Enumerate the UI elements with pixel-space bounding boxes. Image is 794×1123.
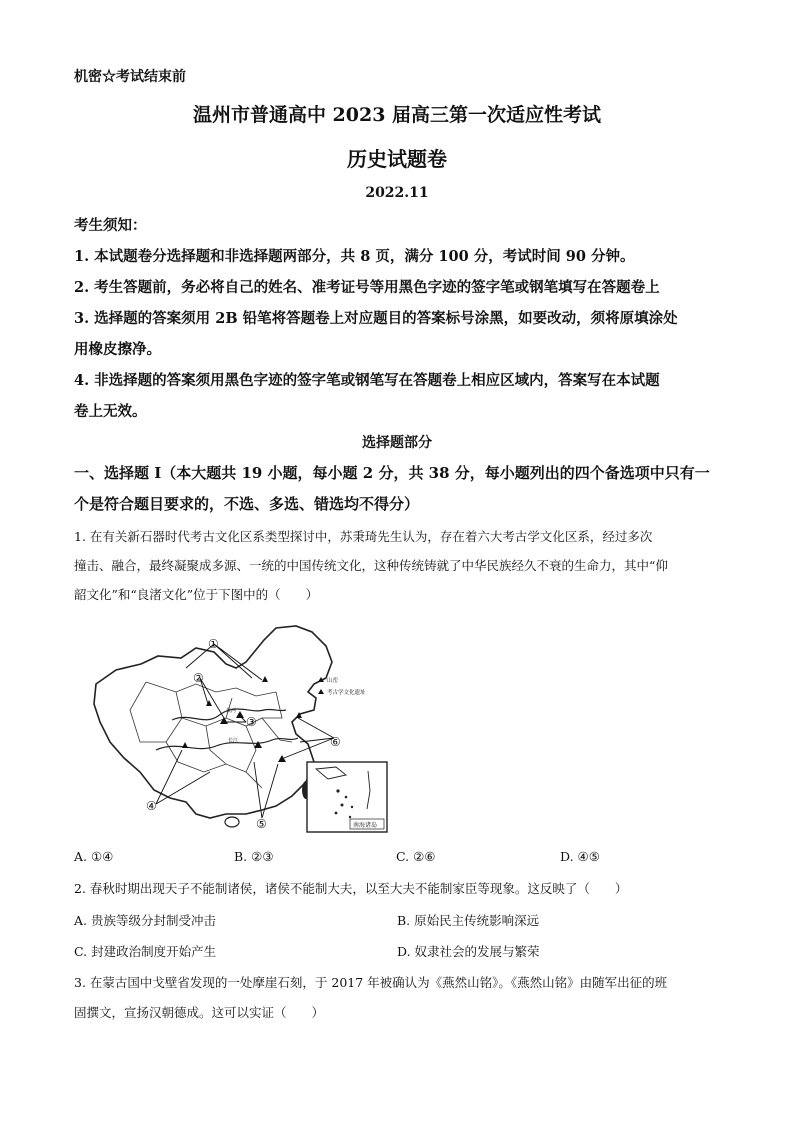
notice-line-3: 3. 选择题的答案须用 2B 铅笔将答题卷上对应题目的答案标号涂黑，如要改动，须将原填涂处: [74, 310, 678, 327]
section-heading-line-1: 一、选择题 I（本大题共 19 小题，每小题 2 分，共 38 分，每小题列出的四个备选项中只有一: [74, 464, 710, 482]
province-lines: [130, 682, 292, 788]
notice-line-6: 卷上无效。: [74, 403, 147, 420]
section-title: 选择题部分: [362, 435, 432, 451]
q2-option-a[interactable]: A. 贵族等级分封制受冲击: [74, 913, 216, 928]
marker-3: ③: [246, 715, 257, 729]
notice-line-5: 4. 非选择题的答案须用黑色字迹的签字笔或钢笔写在答题卷上相应区域内，答案写在本试题: [74, 372, 660, 389]
q1-option-d[interactable]: D. ④⑤: [560, 849, 600, 864]
q1-option-c[interactable]: C. ②⑥: [396, 849, 436, 864]
yellow-river-label: 黄河: [226, 708, 237, 714]
q2-option-d[interactable]: D. 奴隶社会的发展与繁荣: [397, 944, 540, 959]
q3-line-1: 3. 在蒙古国中戈壁省发现的一处摩崖石刻，于 2017 年被确认为《燕然山铭》。《燕然山铭》由随军出征的班: [74, 975, 668, 990]
q1-line-1: 1. 在有关新石器时代考古文化区系类型探讨中，苏秉琦先生认为，存在着六大考古学文化区系，经过多次: [74, 529, 653, 544]
notice-line-2: 2. 考生答题前，务必将自己的姓名、准考证号等用黑色字迹的签字笔或钢笔填写在答题卷上: [74, 279, 660, 296]
marker-4: ④: [146, 799, 157, 813]
marker-2: ②: [193, 671, 204, 685]
exam-date: 2022.11: [365, 185, 429, 201]
q1-line-2: 撞击、融合，最终凝聚成多源、一统的中国传统文化，这种传统铸就了中华民族经久不衰的生命力，其中“仰: [74, 558, 668, 573]
legend-mountain-label: 山峦: [327, 678, 339, 684]
section-heading-line-2: 个是符合题目要求的，不选、多选、错选均不得分）: [74, 495, 420, 513]
south-sea-inset: [306, 761, 388, 833]
hainan-island: [225, 817, 239, 827]
marker-5: ⑤: [256, 817, 267, 831]
q1-option-a[interactable]: A. ①④: [74, 849, 114, 864]
q2-option-b[interactable]: B. 原始民主传统影响深远: [397, 913, 540, 928]
q2-option-c[interactable]: C. 封建政治制度开始产生: [74, 944, 217, 959]
secret-label: 机密☆考试结束前: [74, 69, 186, 85]
china-outline: [94, 626, 332, 818]
exam-subtitle: 历史试题卷: [347, 147, 447, 171]
q1-line-3: 韶文化”和“良渚文化”位于下图中的（ ）: [74, 587, 319, 602]
notice-line-1: 1. 本试题卷分选择题和非选择题两部分，共 8 页，满分 100 分，考试时间 90 分钟。: [74, 248, 635, 265]
inset-label: 南海诸岛: [353, 822, 378, 829]
yangtze-river-label: 长江: [228, 738, 239, 744]
yangtze-river: [156, 738, 298, 750]
q2-stem: 2. 春秋时期出现天子不能制诸侯，诸侯不能制大夫，以至大夫不能制家臣等现象。这反映了（ ）: [74, 881, 628, 896]
q3-line-2: 固撰文，宣扬汉朝德成。这可以实证（ ）: [74, 1005, 325, 1020]
q1-option-b[interactable]: B. ②③: [234, 849, 274, 864]
notice-heading: 考生须知：: [74, 217, 147, 234]
marker-6: ⑥: [330, 735, 341, 749]
exam-title: 温州市普通高中 2023 届高三第一次适应性考试: [192, 104, 602, 126]
notice-line-4: 用橡皮擦净。: [74, 341, 161, 358]
marker-1: ①: [208, 637, 219, 651]
legend-site-label: 考古学文化遗址: [327, 690, 366, 696]
